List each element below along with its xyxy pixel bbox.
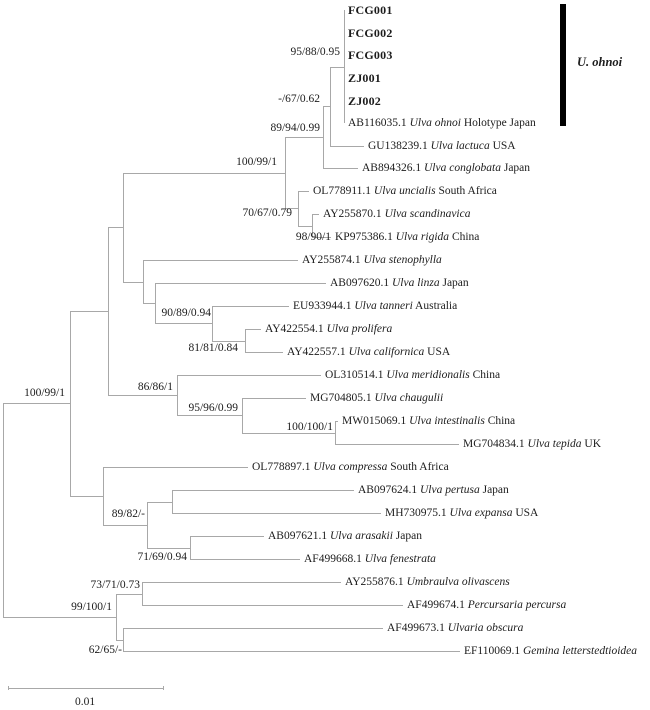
tip-branch-line xyxy=(172,513,381,514)
support-value-label: 73/71/0.73 xyxy=(90,579,140,591)
internal-branch-line xyxy=(330,67,344,68)
tip-branch-line xyxy=(190,536,264,537)
tip-branch-line xyxy=(103,467,248,468)
taxon-label: MH730975.1 Ulva expansa USA xyxy=(385,507,539,519)
tip-branch-line xyxy=(143,260,298,261)
taxon-label: OL310514.1 Ulva meridionalis China xyxy=(325,369,501,381)
taxon-label: OL778911.1 Ulva uncialis South Africa xyxy=(313,185,497,197)
tip-branch-line xyxy=(312,214,319,215)
taxon-label: AY255874.1 Ulva stenophylla xyxy=(302,254,442,266)
u-ohnoi-clade-bar xyxy=(560,4,566,126)
tip-branch-line xyxy=(155,283,326,284)
taxon-label: AY255876.1 Umbraulva olivascens xyxy=(345,576,510,588)
tip-branch-line xyxy=(123,651,460,652)
clade-connector-line xyxy=(70,311,71,496)
support-value-label: 86/86/1 xyxy=(137,381,173,393)
internal-branch-line xyxy=(103,525,147,526)
clade-connector-line xyxy=(212,306,213,341)
taxon-label: AF499674.1 Percursaria percursa xyxy=(407,599,567,611)
clade-connector-line xyxy=(344,10,345,123)
internal-branch-line xyxy=(3,403,70,404)
scale-bar-left-tick xyxy=(8,686,9,690)
taxon-label: AF499673.1 Ulvaria obscura xyxy=(387,622,524,634)
support-value-label: 99/100/1 xyxy=(71,601,112,613)
tip-branch-line xyxy=(142,605,403,606)
support-value-label: 71/69/0.94 xyxy=(137,551,187,563)
support-value-label: 62/65/- xyxy=(88,644,122,656)
support-value-label: 100/100/1 xyxy=(286,421,333,433)
taxon-label: AB097621.1 Ulva arasakii Japan xyxy=(268,530,422,542)
clade-connector-line xyxy=(123,628,124,651)
internal-branch-line xyxy=(143,303,155,304)
internal-branch-line xyxy=(3,617,116,618)
tip-branch-line xyxy=(298,191,309,192)
internal-branch-line xyxy=(123,173,285,174)
clade-connector-line xyxy=(285,137,286,208)
tip-branch-line xyxy=(172,490,354,491)
internal-branch-line xyxy=(147,548,190,549)
tip-branch-line xyxy=(142,582,341,583)
taxon-label: EU933944.1 Ulva tanneri Australia xyxy=(293,300,458,312)
internal-branch-line xyxy=(285,137,323,138)
support-value-label: 100/99/1 xyxy=(24,387,65,399)
taxon-label: AB097620.1 Ulva linza Japan xyxy=(330,277,469,289)
clade-connector-line xyxy=(190,536,191,559)
support-value-label: 89/94/0.99 xyxy=(270,122,320,134)
internal-branch-line xyxy=(116,594,142,595)
clade-connector-line xyxy=(298,191,299,226)
taxon-label: ZJ002 xyxy=(348,94,382,108)
clade-connector-line xyxy=(108,227,109,395)
clade-connector-line xyxy=(330,67,331,147)
support-value-label: 89/82/- xyxy=(111,508,145,520)
taxon-label: MW015069.1 Ulva intestinalis China xyxy=(342,415,516,427)
tip-branch-line xyxy=(190,559,300,560)
internal-branch-line xyxy=(70,311,108,312)
internal-branch-line xyxy=(70,496,103,497)
support-value-label: 100/99/1 xyxy=(236,156,277,168)
taxon-label: KP975386.1 Ulva rigida China xyxy=(335,231,480,243)
clade-connector-line xyxy=(142,582,143,605)
taxon-label: AB894326.1 Ulva conglobata Japan xyxy=(362,162,531,174)
taxon-label: FCG003 xyxy=(348,48,393,62)
scale-bar-right-tick xyxy=(163,686,164,690)
taxon-label: EF110069.1 Gemina letterstedtioidea xyxy=(464,645,638,657)
support-value-label: 81/81/0.84 xyxy=(188,342,238,354)
u-ohnoi-clade-label: U. ohnoi xyxy=(577,55,623,69)
tip-branch-line xyxy=(245,329,261,330)
internal-branch-line xyxy=(108,395,177,396)
support-value-label: 95/96/0.99 xyxy=(188,402,238,414)
taxon-label: AY422554.1 Ulva prolifera xyxy=(265,323,393,335)
taxon-label: AY422557.1 Ulva californica USA xyxy=(287,346,451,358)
scale-bar-label: 0.01 xyxy=(75,696,96,708)
internal-branch-line xyxy=(108,227,123,228)
scale-bar xyxy=(8,688,163,689)
taxon-label: AY255870.1 Ulva scandinavica xyxy=(323,208,471,220)
clade-connector-line xyxy=(147,502,148,548)
clade-connector-line xyxy=(143,260,144,303)
taxon-label: AB097624.1 Ulva pertusa Japan xyxy=(358,484,509,496)
taxon-label: FCG001 xyxy=(348,3,393,17)
tip-branch-line xyxy=(177,375,321,376)
support-value-label: 98/90/1 xyxy=(295,231,331,243)
taxon-label: AB116035.1 Ulva ohnoi Holotype Japan xyxy=(348,117,536,129)
support-value-label: 90/89/0.94 xyxy=(161,307,211,319)
support-value-label: 95/88/0.95 xyxy=(290,46,340,58)
taxon-label: MG704805.1 Ulva chaugulii xyxy=(310,392,444,404)
clade-connector-line xyxy=(323,106,324,168)
taxon-label: OL778897.1 Ulva compressa South Africa xyxy=(252,461,449,473)
taxon-label: MG704834.1 Ulva tepida UK xyxy=(463,438,602,450)
tip-branch-line xyxy=(123,628,383,629)
tip-branch-line xyxy=(335,444,459,445)
tip-branch-line xyxy=(242,398,306,399)
clade-connector-line xyxy=(172,490,173,513)
clade-connector-line xyxy=(123,173,124,282)
support-value-label: 70/67/0.79 xyxy=(242,207,292,219)
taxon-label: GU138239.1 Ulva lactuca USA xyxy=(368,140,516,152)
tip-branch-line xyxy=(323,168,358,169)
internal-branch-line xyxy=(323,106,330,107)
internal-branch-line xyxy=(116,640,123,641)
taxon-label: AF499668.1 Ulva fenestrata xyxy=(304,553,436,565)
internal-branch-line xyxy=(155,323,212,324)
internal-branch-line xyxy=(147,502,172,503)
clade-connector-line xyxy=(335,421,336,444)
tip-branch-line xyxy=(212,306,289,307)
clade-connector-line xyxy=(3,403,4,616)
taxon-label: ZJ001 xyxy=(348,71,382,85)
clade-connector-line xyxy=(116,594,117,640)
taxon-label: FCG002 xyxy=(348,26,393,40)
internal-branch-line xyxy=(123,282,143,283)
support-value-label: -/67/0.62 xyxy=(278,93,320,105)
tip-branch-line xyxy=(245,352,283,353)
tip-branch-line xyxy=(330,146,364,147)
internal-branch-line xyxy=(177,415,242,416)
internal-branch-line xyxy=(298,226,312,227)
clade-connector-line xyxy=(242,398,243,433)
clade-connector-line xyxy=(245,329,246,352)
